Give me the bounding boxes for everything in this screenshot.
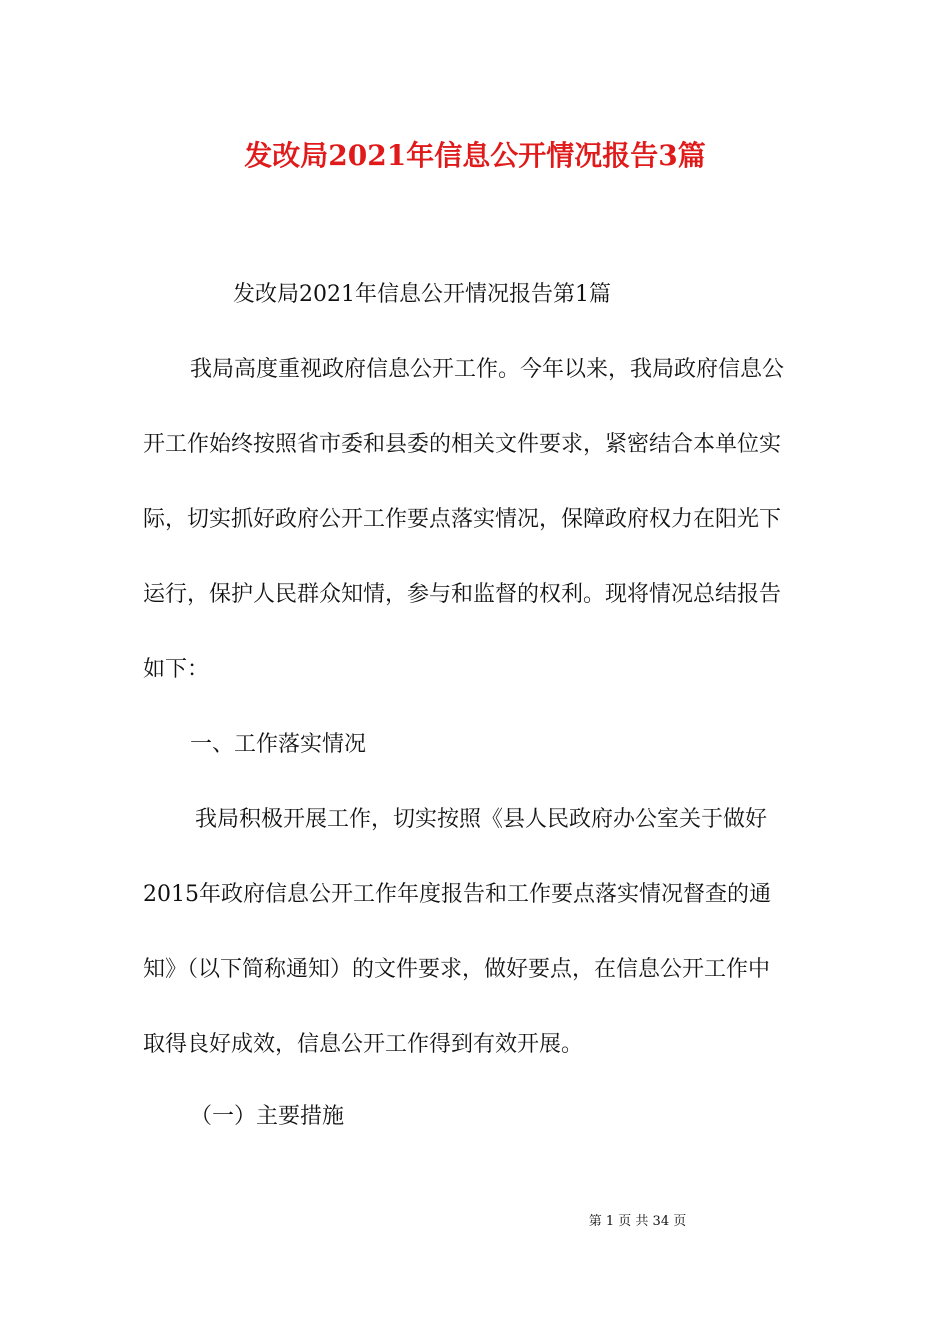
page-number: 第 1 页 共 34 页 bbox=[588, 1214, 687, 1229]
paragraph-line: 我局高度重视政府信息公开工作。今年以来，我局政府信息公 bbox=[190, 357, 785, 382]
subsection-heading: （一）主要措施 bbox=[190, 1104, 345, 1129]
paragraph-line: 如下： bbox=[143, 657, 210, 682]
paragraph-line: 运行，保护人民群众知情，参与和监督的权利。现将情况总结报告 bbox=[143, 582, 782, 607]
paragraph-line: 2015年政府信息公开工作年度报告和工作要点落实情况督查的通 bbox=[143, 882, 771, 907]
paragraph-line: 取得良好成效，信息公开工作得到有效开展。 bbox=[143, 1032, 584, 1057]
paragraph-line: 开工作始终按照省市委和县委的相关文件要求，紧密结合本单位实 bbox=[143, 432, 782, 457]
section-heading: 一、工作落实情况 bbox=[190, 732, 367, 757]
paragraph-line: 知》（以下简称通知）的文件要求，做好要点，在信息公开工作中 bbox=[143, 957, 771, 982]
article-subtitle: 发改局2021年信息公开情况报告第1篇 bbox=[233, 282, 611, 307]
document-title: 发改局2021年信息公开情况报告3篇 bbox=[244, 139, 706, 172]
paragraph-line: 际，切实抓好政府公开工作要点落实情况，保障政府权力在阳光下 bbox=[143, 507, 782, 532]
paragraph-line: 我局积极开展工作，切实按照《县人民政府办公室关于做好 bbox=[195, 807, 768, 832]
